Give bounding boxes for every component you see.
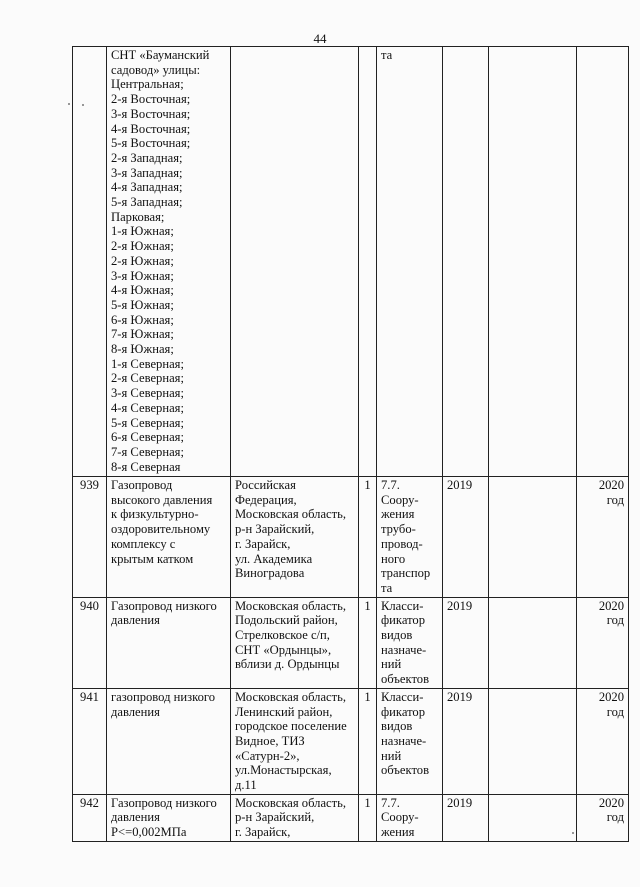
classification-line: Класси-: [381, 689, 424, 704]
name-line: 3-я Северная;: [111, 386, 184, 401]
classification-line: жения: [381, 825, 415, 840]
name-line: крытым катком: [111, 551, 194, 566]
cell-quantity: [359, 794, 377, 841]
name-line: 6-я Северная;: [111, 430, 184, 445]
cell-empty: [489, 477, 577, 598]
name-line: 5-я Южная;: [111, 297, 174, 312]
name-line: Центральная;: [111, 77, 184, 92]
name-line: 8-я Южная;: [111, 342, 174, 357]
cell-quantity: [359, 477, 377, 598]
location-line: р-н Зарайский,: [235, 522, 315, 537]
year-value: 2019: [447, 478, 473, 492]
cell-location: [231, 688, 359, 794]
cell-classification: [377, 597, 443, 688]
location-line: городское поселение: [235, 719, 347, 734]
cell-number: [73, 47, 107, 477]
name-line: высокого давления: [111, 492, 213, 507]
classification-line: ний: [381, 748, 402, 763]
location-line: Подольский район,: [235, 613, 338, 628]
name-line: 5-я Северная;: [111, 415, 184, 430]
classification-line: Класси-: [381, 598, 424, 613]
cell-end-year: [577, 597, 629, 688]
classification-line: видов: [381, 719, 413, 734]
name-line: P<=0,002МПа: [111, 825, 187, 840]
cell-quantity: [359, 47, 377, 477]
cell-location: [231, 477, 359, 598]
cell-empty: [489, 47, 577, 477]
location-line: ул. Академика: [235, 551, 313, 566]
cell-end-year: [577, 688, 629, 794]
classification-line: видов: [381, 628, 413, 643]
name-line: давления: [111, 613, 160, 628]
name-line: Газопровод: [111, 478, 173, 492]
name-line: 6-я Южная;: [111, 312, 174, 327]
name-line: к физкультурно-: [111, 507, 199, 522]
name-line: 1-я Северная;: [111, 356, 184, 371]
name-line: 2-я Северная;: [111, 371, 184, 386]
cell-year: [443, 47, 489, 477]
location-line: Московская область,: [235, 507, 347, 522]
classification-line: ного: [381, 551, 406, 566]
name-line: 5-я Восточная;: [111, 136, 191, 151]
name-line: Парковая;: [111, 209, 165, 224]
scan-speck: [68, 103, 70, 105]
name-line: давления: [111, 810, 160, 825]
cell-end-year: [577, 47, 629, 477]
name-line: 4-я Западная;: [111, 180, 183, 195]
classification-line: фикатор: [381, 704, 426, 719]
end-year-line: год: [606, 613, 624, 628]
classification-line: провод-: [381, 536, 423, 551]
cell-classification: [377, 47, 443, 477]
end-year-line: 2020: [598, 478, 624, 492]
row-number: 939: [80, 478, 99, 492]
cell-name: [107, 794, 231, 841]
location-line: «Сатурн-2»,: [235, 748, 300, 763]
end-year-line: год: [606, 704, 624, 719]
cell-empty: [489, 597, 577, 688]
cell-classification: [377, 794, 443, 841]
end-year-line: 2020: [598, 689, 624, 704]
name-line: 2-я Южная;: [111, 253, 174, 268]
end-year-line: 2020: [598, 598, 624, 613]
name-line: 2-я Южная;: [111, 239, 174, 254]
cell-quantity: [359, 688, 377, 794]
location-line: Федерация,: [235, 492, 297, 507]
quantity-value: 1: [364, 795, 371, 810]
cell-classification: [377, 477, 443, 598]
quantity-value: 1: [364, 689, 371, 704]
year-value: 2019: [447, 598, 473, 613]
end-year-line: год: [606, 492, 624, 507]
name-line: 2-я Западная;: [111, 150, 183, 165]
cell-location: [231, 47, 359, 477]
cell-classification: [377, 688, 443, 794]
cell-name: [107, 47, 231, 477]
classification-line: та: [381, 48, 393, 62]
row-number: 941: [80, 689, 99, 704]
cell-number: [73, 794, 107, 841]
row-number: 940: [80, 598, 99, 613]
location-line: г. Зарайск,: [235, 825, 291, 840]
cell-year: [443, 794, 489, 841]
table-row: [73, 688, 629, 794]
quantity-value: 1: [364, 478, 371, 492]
name-line: оздоровительному: [111, 522, 211, 537]
classification-line: 7.7.: [381, 795, 400, 810]
cell-location: [231, 597, 359, 688]
year-value: 2019: [447, 689, 473, 704]
classification-line: транспор: [381, 566, 431, 581]
cell-end-year: [577, 477, 629, 598]
classification-line: Соору-: [381, 810, 419, 825]
cell-name: [107, 688, 231, 794]
location-line: Московская область,: [235, 598, 347, 613]
scan-speck: [82, 104, 84, 106]
cell-year: [443, 597, 489, 688]
name-line: Газопровод низкого: [111, 795, 217, 810]
location-line: Стрелковское с/п,: [235, 628, 330, 643]
classification-line: объектов: [381, 672, 430, 687]
name-line: 4-я Восточная;: [111, 121, 191, 136]
table-row: [73, 794, 629, 841]
location-line: Российская: [235, 478, 296, 492]
cell-number: [73, 597, 107, 688]
name-line: комплексу с: [111, 536, 176, 551]
classification-line: Соору-: [381, 492, 419, 507]
location-line: вблизи д. Ордынцы: [235, 657, 340, 672]
cell-quantity: [359, 597, 377, 688]
name-line: 7-я Северная;: [111, 444, 184, 459]
location-line: Видное, ТИЗ: [235, 733, 305, 748]
classification-line: 7.7.: [381, 478, 400, 492]
name-line: Газопровод низкого: [111, 598, 217, 613]
cell-location: [231, 794, 359, 841]
location-line: д.11: [235, 778, 257, 793]
end-year-line: 2020: [598, 795, 624, 810]
cell-number: [73, 688, 107, 794]
classification-line: объектов: [381, 763, 430, 778]
location-line: Московская область,: [235, 689, 347, 704]
scan-speck: [572, 832, 574, 834]
location-line: р-н Зарайский,: [235, 810, 315, 825]
cell-name: [107, 597, 231, 688]
table-row: [73, 477, 629, 598]
cell-name: [107, 477, 231, 598]
cell-number: [73, 477, 107, 598]
location-line: г. Зарайск,: [235, 536, 291, 551]
cell-empty: [489, 794, 577, 841]
location-line: СНТ «Ордынцы»,: [235, 642, 332, 657]
name-line: 5-я Западная;: [111, 195, 183, 210]
name-line: 8-я Северная: [111, 459, 181, 474]
classification-line: жения: [381, 507, 415, 522]
name-line: СНТ «Бауманский: [111, 48, 210, 62]
cell-empty: [489, 688, 577, 794]
location-line: Ленинский район,: [235, 704, 333, 719]
location-line: ул.Монастырская,: [235, 763, 332, 778]
name-line: 7-я Южная;: [111, 327, 174, 342]
year-value: 2019: [447, 795, 473, 810]
classification-line: назначе-: [381, 642, 427, 657]
name-line: садовод» улицы:: [111, 62, 201, 77]
name-line: 1-я Южная;: [111, 224, 174, 239]
page-number: 44: [313, 31, 327, 46]
name-line: 4-я Северная;: [111, 400, 184, 415]
classification-line: ний: [381, 657, 402, 672]
name-line: давления: [111, 704, 160, 719]
location-line: Московская область,: [235, 795, 347, 810]
location-line: Виноградова: [235, 566, 305, 581]
name-line: 3-я Восточная;: [111, 106, 191, 121]
classification-line: фикатор: [381, 613, 426, 628]
name-line: газопровод низкого: [111, 689, 216, 704]
cell-year: [443, 477, 489, 598]
name-line: 2-я Восточная;: [111, 92, 191, 107]
cell-year: [443, 688, 489, 794]
table-row: [73, 47, 629, 477]
row-number: 942: [80, 795, 99, 810]
table-row: [73, 597, 629, 688]
classification-line: трубо-: [381, 522, 416, 537]
quantity-value: 1: [364, 598, 371, 613]
classification-line: назначе-: [381, 733, 427, 748]
name-line: 3-я Южная;: [111, 268, 174, 283]
name-line: 4-я Южная;: [111, 283, 174, 298]
registry-table: [72, 46, 629, 842]
end-year-line: год: [606, 810, 624, 825]
cell-end-year: [577, 794, 629, 841]
name-line: 3-я Западная;: [111, 165, 183, 180]
classification-line: та: [381, 580, 393, 595]
